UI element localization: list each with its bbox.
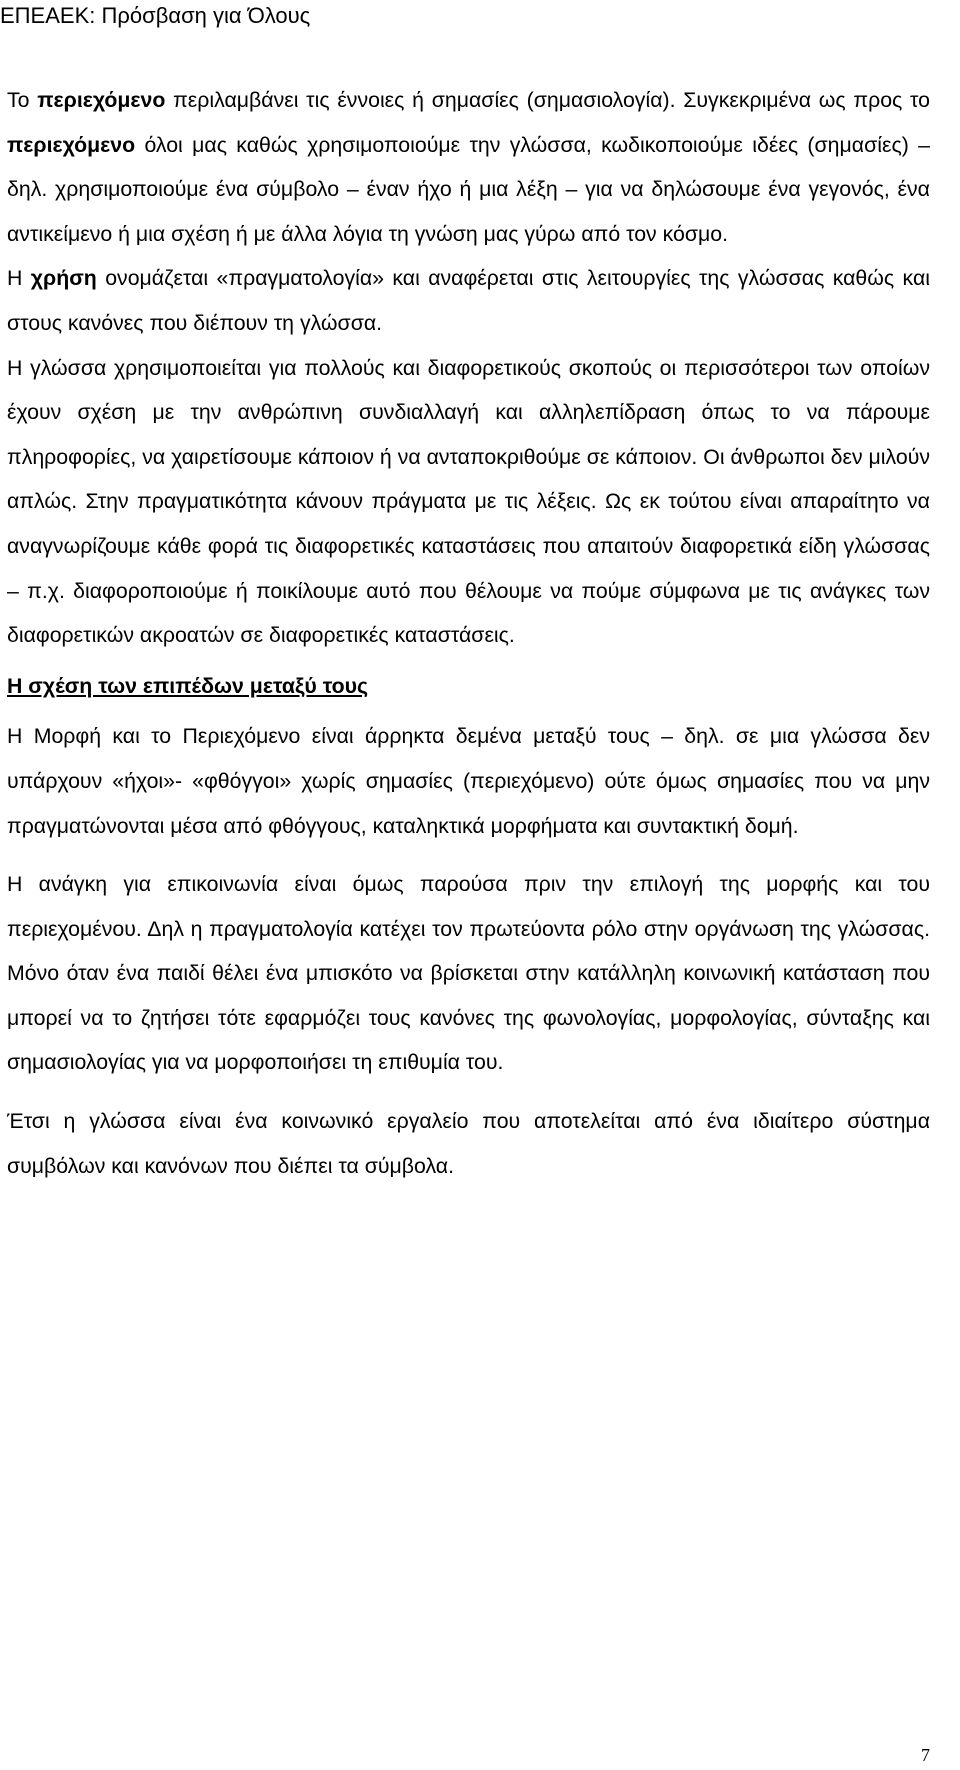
paragraph-social-tool: Έτσι η γλώσσα είναι ένα κοινωνικό εργαλείο που αποτελείται από ένα ιδιαίτερο σύστημα συμβόλων και κανόνων που διέπει τα σύμβολα. <box>7 1109 930 1178</box>
text-run: ονομάζεται «πραγματολογία» και αναφέρεται στις λειτουργίες της γλώσσας καθώς και στους κανόνες που διέπουν τη γλώσσα. <box>7 266 930 335</box>
paragraph-communication-need: Η ανάγκη για επικοινωνία είναι όμως παρούσα πριν την επιλογή της μορφής και του περιεχομένου. Δηλ η πραγματολογία κατέχει τον πρωτεύοντα ρόλο στην οργάνωση της γλώσσας. Μόνο όταν ένα παιδί θέλει ένα μπισκότο να βρίσκεται στην κατάλληλη κοινωνική κατάσταση που μπορεί να το ζητήσει τότε εφαρμόζει τους κανόνες της φωνολογίας, μορφολογίας, σύνταξης και σημασιολογίας για να μορφοποιήσει τη επιθυμία του. <box>7 872 930 1075</box>
text-run: Η <box>7 266 31 291</box>
text-run: όλοι μας καθώς χρησιμοποιούμε την γλώσσα, κωδικοποιούμε ιδέες (σημασίες) – δηλ. χρησιμοποιούμε ένα σύμβολο – έναν ήχο ή μια λέξη – για να δηλώσουμε ένα γεγονός, ένα αντικείμενο ή μια σχέση ή με άλλα λόγια τη γνώση μας γύρω από τον κόσμο. <box>7 132 930 246</box>
paragraph-language-purposes: Η γλώσσα χρησιμοποιείται για πολλούς και διαφορετικούς σκοπούς οι περισσότεροι των οποίων έχουν σχέση με την ανθρώπινη συνδιαλλαγή και αλληλεπίδραση όπως το να πάρουμε πληροφορίες, να χαιρετίσουμε κάποιον ή να ανταποκριθούμε σε κάποιον. Οι άνθρωποι δεν μιλούν απλώς. Στην πραγματικότητα κάνουν πράγματα με τις λέξεις. Ως εκ τούτου είναι απαραίτητο να αναγνωρίζουμε κάθε φορά τις διαφορετικές καταστάσεις που απαιτούν διαφορετικά είδη γλώσσας – π.χ. διαφοροποιούμε ή ποικίλουμε αυτό που θέλουμε να πούμε σύμφωνα με τις ανάγκες των διαφορετικών ακροατών σε διαφορετικές καταστάσεις. <box>7 355 930 648</box>
document-body <box>7 78 930 1188</box>
text-run: περιλαμβάνει τις έννοιες ή σημασίες (σημασιολογία). Συγκεκριμένα ως προς το <box>165 88 930 112</box>
paragraph-use-definition <box>7 256 930 345</box>
bold-term-content: περιεχόμενο <box>37 88 166 112</box>
paragraph-content-definition <box>7 78 930 256</box>
bold-term-content: περιεχόμενο <box>7 132 136 157</box>
text-run: Το <box>7 88 38 112</box>
document-header-title: ΕΠΕΑΕΚ: Πρόσβαση για Όλους <box>0 3 311 28</box>
bold-term-use: χρήση <box>30 266 97 291</box>
section-heading: Η σχέση των επιπέδων μεταξύ τους <box>7 673 369 698</box>
page-number: 7 <box>921 1745 930 1765</box>
paragraph-form-content: Η Μορφή και το Περιεχόμενο είναι άρρηκτα δεμένα μεταξύ τους – δηλ. σε μια γλώσσα δεν υπάρχουν «ήχοι»- «φθόγγοι» χωρίς σημασίες (περιεχόμενο) ούτε όμως σημασίες που να μην πραγματώνονται μέσα από φθόγγους, καταληκτικά μορφήματα και συντακτική δομή. <box>7 724 930 838</box>
